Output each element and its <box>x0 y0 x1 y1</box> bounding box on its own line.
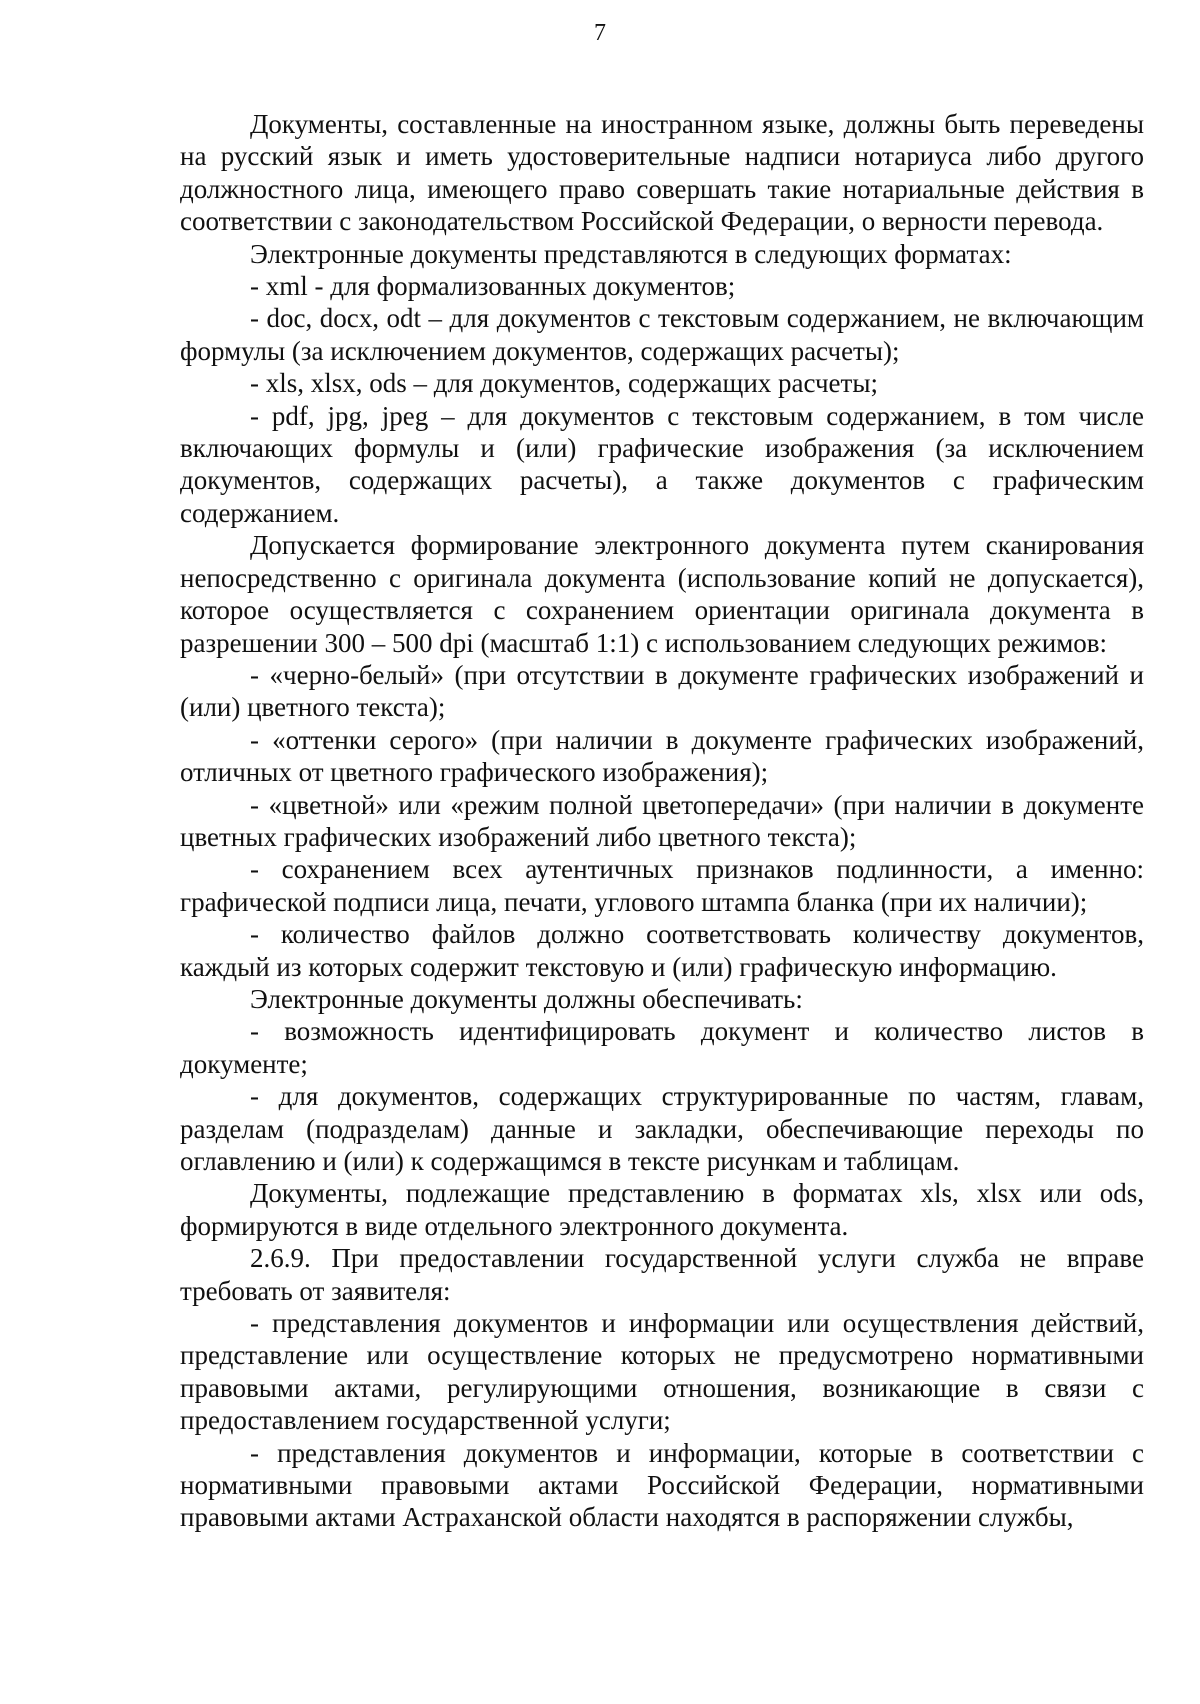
document-body <box>180 108 1144 1534</box>
list-item-doc: - doc, docx, odt – для документов с текстовым содержанием, не включающим формулы (за исключением документов, содержащих расчеты); <box>180 303 1144 366</box>
list-item-file-count: - количество файлов должно соответствовать количеству документов, каждый из которых содержит текстовую и (или) графическую информацию. <box>180 919 1144 982</box>
list-item-color: - «цветной» или «режим полной цветопередачи» (при наличии в документе цветных графических изображений либо цветного текста); <box>180 789 1144 852</box>
list-item-xml: - xml - для формализованных документов; <box>250 271 736 302</box>
list-item-structured-documents: - для документов, содержащих структурированные по частям, главам, разделам (подразделам) данные и закладки, обеспечивающие переходы по оглавлению и (или) к содержащимся в тексте рисункам и таблицам. <box>180 1081 1144 1176</box>
list-item-xls: - xls, xlsx, ods – для документов, содержащих расчеты; <box>250 368 878 399</box>
list-item-not-required-actions: - представления документов и информации или осуществления действий, представление или осуществление которых не предусмотрено нормативными правовыми актами, регулирующими отношения, возникающие в связи с предоставлением государственной услуги; <box>180 1308 1144 1436</box>
list-item-grayscale: - «оттенки серого» (при наличии в документе графических изображений, отличных от цветного графического изображения); <box>180 724 1144 788</box>
list-item-authenticity: - сохранением всех аутентичных признаков подлинности, а именно: графической подписи лица, печати, углового штампа бланка (при их наличии); <box>180 854 1144 917</box>
paragraph-foreign-documents: Документы, составленные на иностранном языке, должны быть переведены на русский язык и иметь удостоверительные надписи нотариуса либо другого должностного лица, имеющего право совершать такие нотариальные действия в соответствии с законодательством Российской Федерации, о верности перевода. <box>180 109 1144 237</box>
list-item-pdf: - pdf, jpg, jpeg – для документов с текстовым содержанием, в том числе включающих формулы и (или) графические изображения (за исключением документов, содержащих расчеты), а также документов с графическим содержанием. <box>180 400 1144 528</box>
paragraph-spreadsheet-documents: Документы, подлежащие представлению в форматах xls, xlsx или ods, формируются в виде отдельного электронного документа. <box>180 1178 1144 1241</box>
paragraph-electronic-formats-intro: Электронные документы представляются в следующих форматах: <box>250 238 1012 269</box>
page-number: 7 <box>594 20 606 46</box>
list-item-black-white: - «черно-белый» (при отсутствии в документе графических изображений и (или) цветного текста); <box>180 659 1144 723</box>
paragraph-scanning: Допускается формирование электронного документа путем сканирования непосредственно с оригинала документа (использование копий не допускается), которое осуществляется с сохранением ориентации оригинала документа в разрешении 300 – 500 dpi (масштаб 1:1) с использованием следующих режимов: <box>180 530 1144 658</box>
paragraph-section-2-6-9: 2.6.9. При предоставлении государственной услуги служба не вправе требовать от заявителя: <box>180 1243 1144 1306</box>
list-item-documents-in-possession: - представления документов и информации, которые в соответствии с нормативными правовыми актами Российской Федерации, нормативными правовыми актами Астраханской области находятся в распоряжении службы, <box>180 1437 1144 1533</box>
list-item-identify-document: - возможность идентифицировать документ и количество листов в документе; <box>180 1016 1144 1079</box>
paragraph-electronic-must-provide: Электронные документы должны обеспечивать: <box>250 983 803 1014</box>
